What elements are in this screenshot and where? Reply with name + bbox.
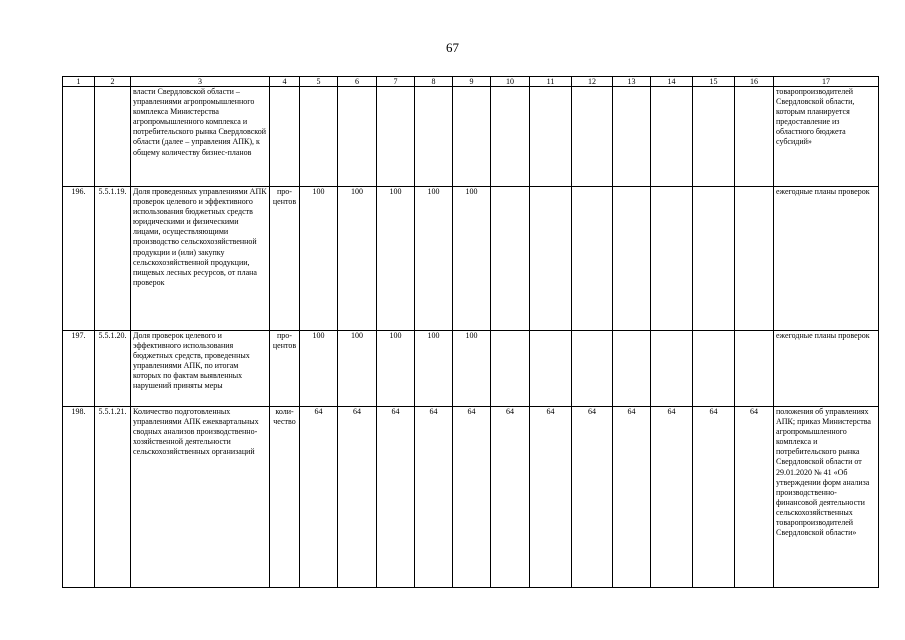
value-cell bbox=[651, 331, 693, 407]
value-cell bbox=[491, 331, 530, 407]
value-cell: 64 bbox=[377, 407, 415, 588]
value-cell bbox=[693, 331, 735, 407]
value-cell: 100 bbox=[338, 331, 377, 407]
indicator-name: Доля проверок целевого и эффективного использования бюджетных средств, проведенных управлениями АПК, по итогам которых по фактам выявленных нарушений приняты меры bbox=[131, 331, 270, 407]
value-cell: 64 bbox=[530, 407, 572, 588]
value-cell bbox=[530, 331, 572, 407]
value-cell: 100 bbox=[415, 331, 453, 407]
value-cell bbox=[735, 187, 774, 331]
value-cell: 64 bbox=[338, 407, 377, 588]
value-cell: 100 bbox=[453, 187, 491, 331]
value-cell bbox=[338, 87, 377, 187]
value-cell: 64 bbox=[453, 407, 491, 588]
table-row bbox=[63, 87, 879, 187]
indicator-code: 5.5.1.20. bbox=[95, 331, 131, 407]
row-number: 196. bbox=[63, 187, 95, 331]
value-cell bbox=[651, 87, 693, 187]
value-cell bbox=[572, 331, 613, 407]
value-cell: 100 bbox=[377, 331, 415, 407]
indicator-code: 5.5.1.19. bbox=[95, 187, 131, 331]
header-cell: 5 bbox=[300, 77, 338, 87]
value-cell: 100 bbox=[338, 187, 377, 331]
value-cell bbox=[735, 87, 774, 187]
indicator-code: 5.5.1.21. bbox=[95, 407, 131, 588]
unit: коли-чество bbox=[270, 407, 300, 588]
indicator-name: Количество подготовленных управлениями АПК ежеквартальных сводных анализов производственно-хозяйственной деятельности сельскохозяйственных организаций bbox=[131, 407, 270, 588]
value-cell bbox=[613, 187, 651, 331]
table-row bbox=[63, 407, 879, 588]
value-cell bbox=[693, 87, 735, 187]
value-cell bbox=[572, 87, 613, 187]
header-cell: 6 bbox=[338, 77, 377, 87]
value-cell bbox=[613, 87, 651, 187]
source-cell: товаропроизводителей Свердловской области, которым планируется предоставление из областного бюджета субсидий» bbox=[774, 87, 879, 187]
unit: про-центов bbox=[270, 331, 300, 407]
value-cell: 64 bbox=[491, 407, 530, 588]
value-cell: 64 bbox=[651, 407, 693, 588]
unit bbox=[270, 87, 300, 187]
indicator-code bbox=[95, 87, 131, 187]
row-number: 198. bbox=[63, 407, 95, 588]
value-cell bbox=[377, 87, 415, 187]
value-cell: 100 bbox=[300, 331, 338, 407]
value-cell bbox=[415, 87, 453, 187]
value-cell: 64 bbox=[300, 407, 338, 588]
header-cell: 9 bbox=[453, 77, 491, 87]
value-cell: 64 bbox=[735, 407, 774, 588]
header-row bbox=[63, 77, 879, 87]
header-cell: 8 bbox=[415, 77, 453, 87]
value-cell bbox=[613, 331, 651, 407]
value-cell bbox=[693, 187, 735, 331]
table-row bbox=[63, 331, 879, 407]
value-cell bbox=[491, 87, 530, 187]
value-cell: 64 bbox=[693, 407, 735, 588]
value-cell bbox=[530, 87, 572, 187]
value-cell: 100 bbox=[453, 331, 491, 407]
value-cell: 100 bbox=[415, 187, 453, 331]
source-cell: положения об управлениях АПК; приказ Министерства агропромышленного комплекса и потребительского рынка Свердловской области от 29.01.2020 № 41 «Об утверждении форм анализа производственно-финансовой деятельности сельскохозяйственных товаропроизводителей Свердловской области» bbox=[774, 407, 879, 588]
source-cell: ежегодные планы проверок bbox=[774, 187, 879, 331]
value-cell: 100 bbox=[377, 187, 415, 331]
header-cell: 1 bbox=[63, 77, 95, 87]
header-cell: 10 bbox=[491, 77, 530, 87]
indicator-name: власти Свердловской области – управлениями агропромышленного комплекса Министерства агропромышленного комплекса и потребительского рынка Свердловской области (далее – управления АПК), к общему количеству бизнес-планов bbox=[131, 87, 270, 187]
value-cell bbox=[491, 187, 530, 331]
unit: про-центов bbox=[270, 187, 300, 331]
value-cell bbox=[572, 187, 613, 331]
indicators-table bbox=[62, 76, 879, 588]
header-cell: 15 bbox=[693, 77, 735, 87]
header-cell: 13 bbox=[613, 77, 651, 87]
header-cell: 11 bbox=[530, 77, 572, 87]
row-number bbox=[63, 87, 95, 187]
header-cell: 7 bbox=[377, 77, 415, 87]
value-cell: 100 bbox=[300, 187, 338, 331]
header-cell: 16 bbox=[735, 77, 774, 87]
header-cell: 3 bbox=[131, 77, 270, 87]
value-cell: 64 bbox=[613, 407, 651, 588]
header-cell: 4 bbox=[270, 77, 300, 87]
value-cell: 64 bbox=[415, 407, 453, 588]
value-cell bbox=[300, 87, 338, 187]
header-cell: 17 bbox=[774, 77, 879, 87]
value-cell bbox=[453, 87, 491, 187]
value-cell bbox=[651, 187, 693, 331]
page-number: 67 bbox=[446, 40, 459, 55]
row-number: 197. bbox=[63, 331, 95, 407]
value-cell bbox=[530, 187, 572, 331]
indicator-name: Доля проведенных управлениями АПК проверок целевого и эффективного использования бюджетных средств юридическими и физическими лицами, осуществляющими производство сельскохозяйственной продукции и (или) закупку сельскохозяйственной продукции, пищевых лесных ресурсов, от плана проверок bbox=[131, 187, 270, 331]
header-cell: 14 bbox=[651, 77, 693, 87]
header-cell: 2 bbox=[95, 77, 131, 87]
value-cell: 64 bbox=[572, 407, 613, 588]
header-cell: 12 bbox=[572, 77, 613, 87]
table-row bbox=[63, 187, 879, 331]
value-cell bbox=[735, 331, 774, 407]
source-cell: ежегодные планы проверок bbox=[774, 331, 879, 407]
